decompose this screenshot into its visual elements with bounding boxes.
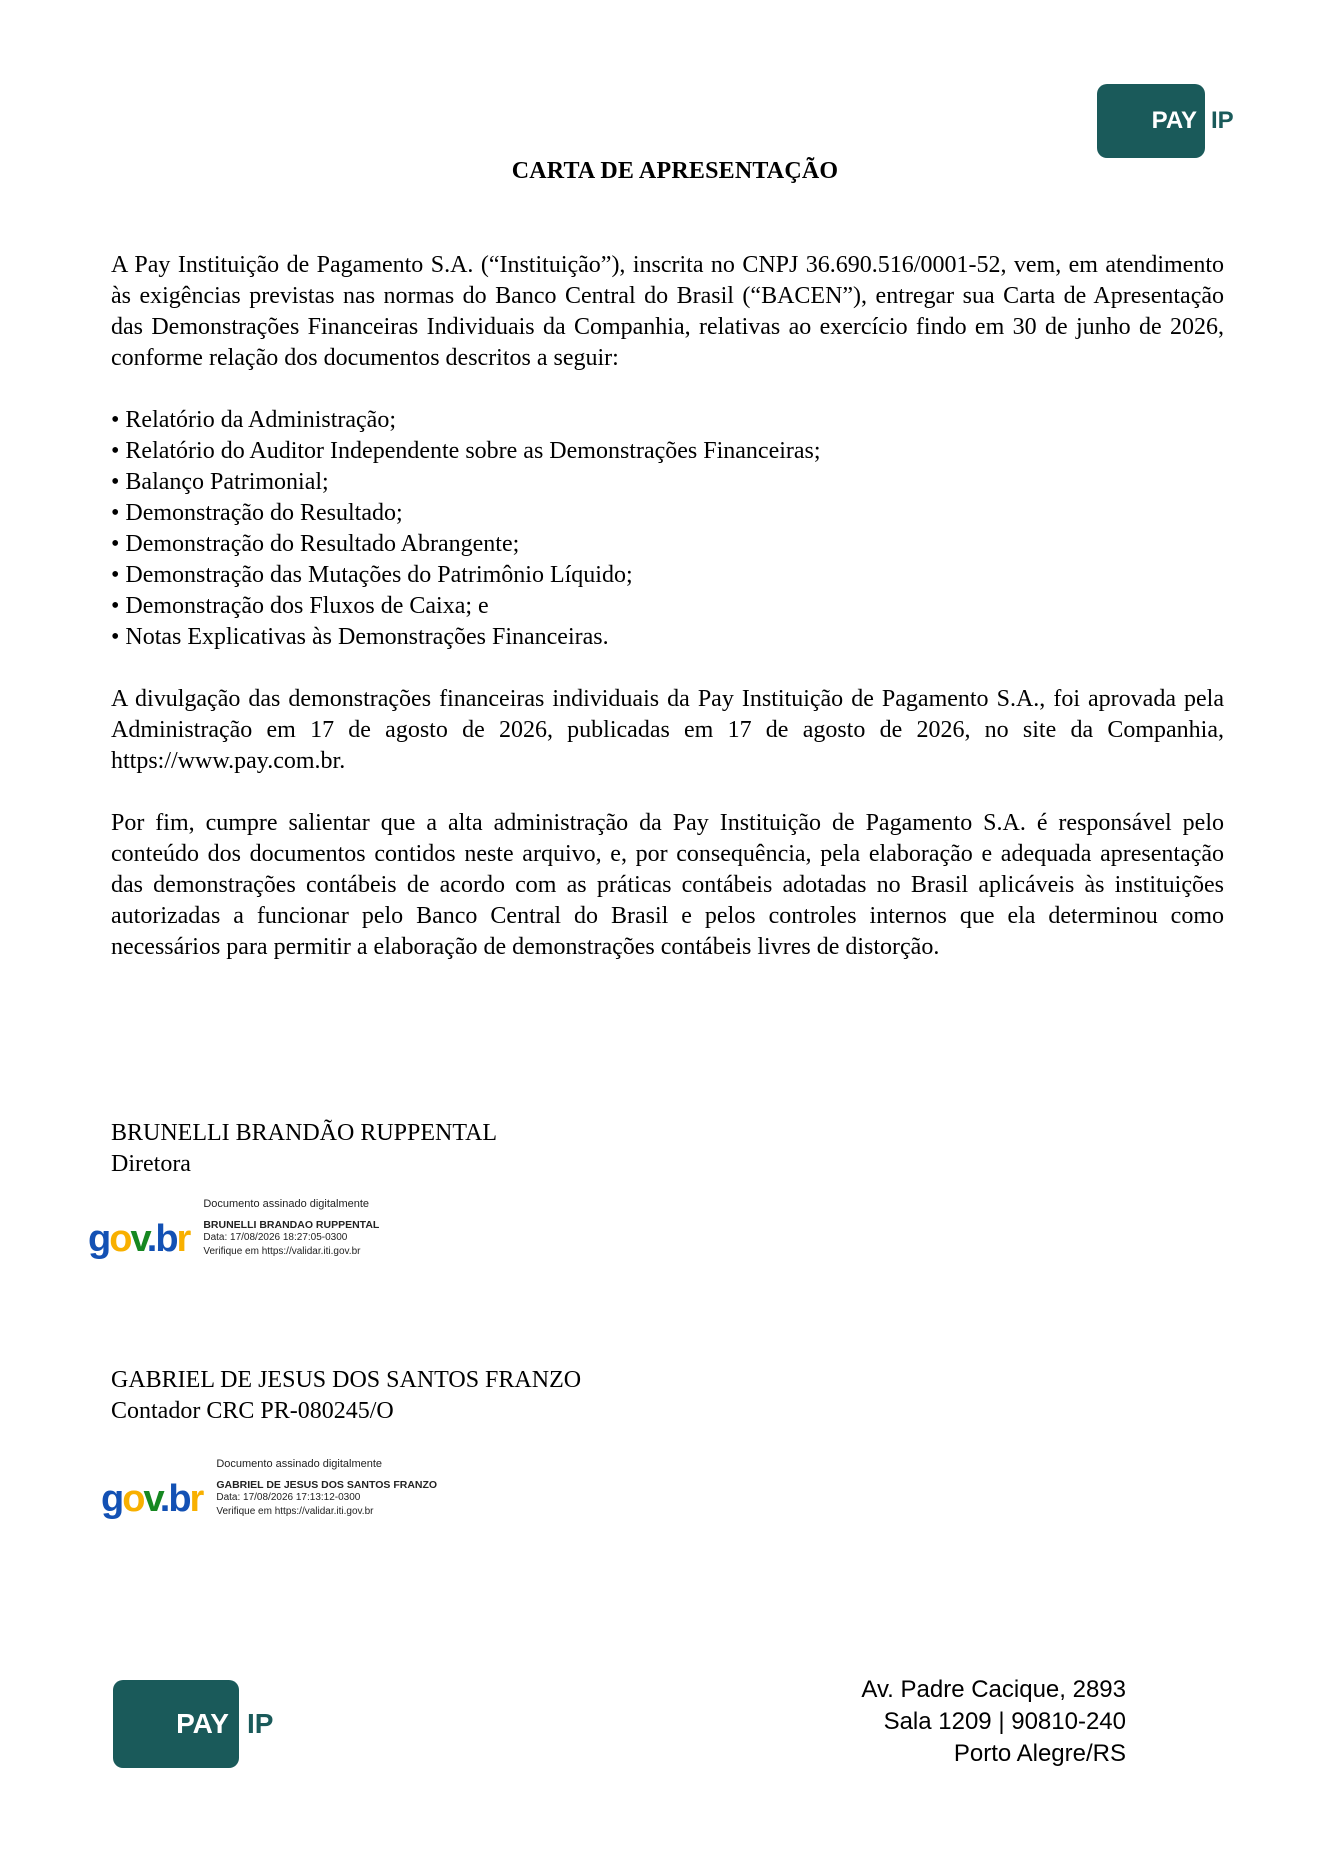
- signer-role: Contador CRC PR-080245/O: [111, 1398, 394, 1424]
- signer-name: GABRIEL DE JESUS DOS SANTOS FRANZO: [111, 1367, 582, 1393]
- list-item: • Demonstração dos Fluxos de Caixa; e: [111, 593, 489, 619]
- intro-section: [111, 250, 1224, 374]
- company-address: [861, 1674, 1126, 1770]
- publication-paragraph: A divulgação das demonstrações financeiras individuais da Pay Instituição de Pagamento S.A., foi aprovada pela Administração em 17 de agosto de 2026, publicadas em 17 de agosto de 2026, no site da Companhia, https://www.pay.com.br.: [111, 686, 1224, 774]
- digital-signature-stamp: [88, 1198, 379, 1259]
- payip-logo-top: [1097, 84, 1234, 158]
- logo-ip-text: IP: [1211, 107, 1234, 134]
- signature-header: Documento assinado digitalmente: [203, 1198, 370, 1210]
- responsibility-section: [111, 808, 1224, 963]
- page-title: CARTA DE APRESENTAÇÃO: [511, 158, 839, 184]
- signature-verify: Verifique em https://validar.iti.gov.br: [203, 1246, 361, 1257]
- payip-logo-bottom: [113, 1680, 273, 1768]
- list-item: • Balanço Patrimonial;: [111, 469, 329, 495]
- signer-role: Diretora: [111, 1151, 191, 1177]
- digital-signature-stamp: [101, 1458, 437, 1519]
- signer-block: [111, 1365, 581, 1427]
- address-line: Porto Alegre/RS: [953, 1740, 1126, 1767]
- signature-details: [203, 1198, 379, 1259]
- signature-date: Data: 17/08/2026 17:13:12-0300: [216, 1492, 361, 1503]
- list-item: • Demonstração do Resultado Abrangente;: [111, 531, 520, 557]
- signature-name: GABRIEL DE JESUS DOS SANTOS FRANZO: [216, 1479, 438, 1491]
- address-line: Av. Padre Cacique, 2893: [861, 1676, 1126, 1703]
- signature-name: BRUNELLI BRANDAO RUPPENTAL: [203, 1219, 380, 1231]
- list-item: • Relatório do Auditor Independente sobre as Demonstrações Financeiras;: [111, 438, 821, 464]
- logo-box: PAY: [113, 1680, 239, 1768]
- list-item: • Notas Explicativas às Demonstrações Financeiras.: [111, 624, 609, 650]
- signature-verify: Verifique em https://validar.iti.gov.br: [216, 1506, 374, 1517]
- govbr-logo: gov.br: [101, 1477, 203, 1520]
- address-line: Sala 1209 | 90810-240: [883, 1708, 1126, 1735]
- signature-header: Documento assinado digitalmente: [216, 1458, 383, 1470]
- logo-ip-text: IP: [247, 1708, 274, 1739]
- signer-block: [111, 1118, 497, 1180]
- documents-list: [111, 405, 1224, 653]
- signature-details: [216, 1458, 437, 1519]
- intro-paragraph: A Pay Instituição de Pagamento S.A. (“Instituição”), inscrita no CNPJ 36.690.516/0001-52, vem, em atendimento às exigências previstas nas normas do Banco Central do Brasil (“BACEN”), entregar sua Carta de Apresentação das Demonstrações Financeiras Individuais da Companhia, relativas ao exercício findo em 30 de junho de 2026, conforme relação dos documentos descritos a seguir:: [111, 252, 1224, 371]
- publication-section: [111, 684, 1224, 777]
- responsibility-paragraph: Por fim, cumpre salientar que a alta administração da Pay Instituição de Pagamento S.A. é responsável pelo conteúdo dos documentos contidos neste arquivo, e, por consequência, pela elaboração e adequada apresentação das demonstrações contábeis de acordo com as práticas contábeis adotadas no Brasil aplicáveis às instituições autorizadas a funcionar pelo Banco Central do Brasil e pelos controles internos que ela determinou como necessários para permitir a elaboração de demonstrações contábeis livres de distorção.: [111, 810, 1224, 960]
- list-item: • Relatório da Administração;: [111, 407, 396, 433]
- list-item: • Demonstração do Resultado;: [111, 500, 403, 526]
- logo-box: PAY: [1097, 84, 1205, 158]
- govbr-logo: gov.br: [88, 1217, 190, 1260]
- list-item: • Demonstração das Mutações do Patrimônio Líquido;: [111, 562, 633, 588]
- signer-name: BRUNELLI BRANDÃO RUPPENTAL: [111, 1120, 498, 1146]
- signature-date: Data: 17/08/2026 18:27:05-0300: [203, 1232, 348, 1243]
